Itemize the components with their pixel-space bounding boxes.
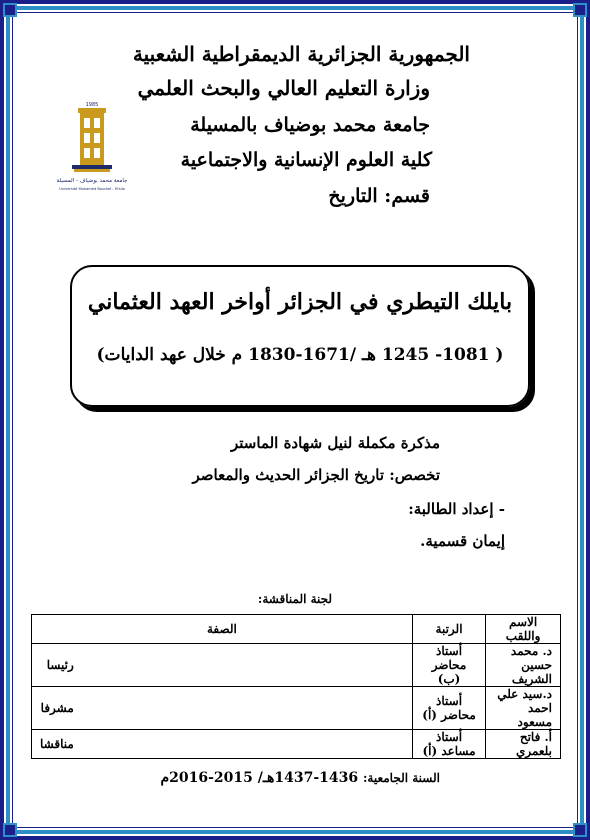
thesis-title-box bbox=[70, 265, 530, 407]
jury-role: مشرفا bbox=[40, 701, 74, 715]
committee-label: لجنة المناقشة: bbox=[257, 592, 333, 606]
department-name: قسم: التاريخ bbox=[328, 185, 430, 207]
table-row bbox=[32, 730, 561, 759]
jury-role: مناقشا bbox=[40, 737, 74, 751]
university-name: جامعة محمد بوضياف بالمسيلة bbox=[190, 114, 430, 136]
jury-table-header bbox=[32, 615, 561, 644]
jury-role-cell bbox=[32, 644, 413, 687]
jury-role-cell bbox=[32, 730, 413, 759]
table-row bbox=[32, 644, 561, 687]
corner-ornament bbox=[3, 823, 17, 837]
jury-rank: أستاذ مساعد (أ) bbox=[412, 730, 485, 759]
header-rank: الرتبة bbox=[412, 615, 485, 644]
jury-name: د. محمد حسين الشريف bbox=[486, 644, 561, 687]
table-row bbox=[32, 687, 561, 730]
student-name: إيمان قسمية. bbox=[420, 532, 505, 550]
specialty: تخصص: تاريخ الجزائر الحديث والمعاصر bbox=[192, 466, 440, 484]
jury-rank: أستاذ محاضر (أ) bbox=[412, 687, 485, 730]
university-tower-logo bbox=[56, 98, 128, 206]
jury-name: د.سيد علي احمد مسعود bbox=[486, 687, 561, 730]
jury-role: رئيسا bbox=[46, 658, 74, 672]
prepared-by-label: - إعداد الطالبة: bbox=[408, 500, 505, 518]
faculty-name: كلية العلوم الإنسانية والاجتماعية bbox=[180, 149, 432, 171]
jury-table bbox=[31, 614, 561, 759]
logo-caption-en: Université Mohamed Boudiaf - M'sila bbox=[59, 187, 125, 191]
academic-year bbox=[160, 770, 440, 786]
corner-ornament bbox=[573, 823, 587, 837]
logo-caption-ar: جامعة محمد بوضياف - المسيلة bbox=[56, 178, 128, 184]
corner-ornament bbox=[573, 3, 587, 17]
thesis-title: بايلك التيطري في الجزائر أواخر العهد العثماني bbox=[87, 289, 513, 315]
logo-year: 1985 bbox=[85, 102, 99, 108]
academic-year-value: 1436-1437هـ/ 2015-2016م bbox=[160, 770, 359, 786]
jury-rank: أستاذ محاضر (ب) bbox=[412, 644, 485, 687]
header-name: الاسم واللقب bbox=[486, 615, 561, 644]
thesis-subtitle: ( 1081- 1245 هـ /1671-1830 م خلال عهد الدايات) bbox=[96, 345, 504, 365]
republic-name: الجمهورية الجزائرية الديمقراطية الشعبية bbox=[132, 42, 470, 66]
header-role: الصفة bbox=[32, 615, 413, 644]
jury-role-cell bbox=[32, 687, 413, 730]
corner-ornament bbox=[3, 3, 17, 17]
jury-name: أ. فاتح بلعمري bbox=[486, 730, 561, 759]
ministry-name: وزارة التعليم العالي والبحث العلمي bbox=[137, 76, 430, 100]
academic-year-label: السنة الجامعية: bbox=[362, 771, 440, 785]
memo-statement: مذكرة مكملة لنيل شهادة الماستر bbox=[231, 434, 440, 452]
